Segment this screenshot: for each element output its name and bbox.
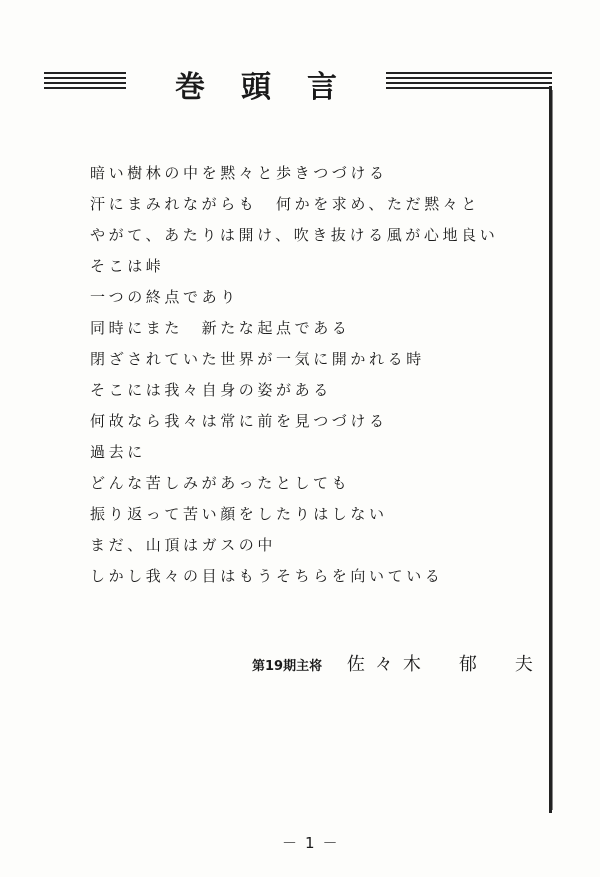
poem-line: そこには我々自身の姿がある — [90, 381, 332, 399]
signature — [252, 650, 543, 676]
poem-line: そこは峠 — [90, 257, 165, 275]
poem-line: やがて、あたりは開け、吹き抜ける風が心地良い — [90, 226, 499, 244]
poem-line: 汗にまみれながらも 何かを求め、ただ黙々と — [90, 195, 481, 213]
poem-line: 閉ざされていた世界が一気に開かれる時 — [90, 350, 425, 368]
poem-line: 同時にまた 新たな起点である — [90, 319, 351, 337]
page-title: 巻頭言 — [175, 70, 373, 105]
title-rule-left — [44, 72, 126, 92]
poem-line: 振り返って苦い顔をしたりはしない — [90, 505, 388, 523]
poem-line: どんな苦しみがあったとしても — [90, 474, 351, 492]
poem-line: 一つの終点であり — [90, 288, 239, 306]
margin-vertical-rule-shadow — [552, 90, 553, 810]
poem-body — [90, 158, 498, 592]
poem-line: 何故なら我々は常に前を見つづける — [90, 412, 388, 430]
poem-line: しかし我々の目はもうそちらを向いている — [90, 567, 444, 585]
poem-line: まだ、山頂はガスの中 — [90, 536, 277, 554]
poem-line: 暗い樹林の中を黙々と歩きつづける — [90, 164, 388, 182]
title-rule-right — [386, 72, 552, 92]
page-number: －1－ — [282, 834, 346, 852]
signature-role: 第19期主将 — [252, 659, 323, 674]
poem-line: 過去に — [90, 443, 146, 461]
signature-name: 佐々木 郁 夫 — [346, 654, 543, 675]
